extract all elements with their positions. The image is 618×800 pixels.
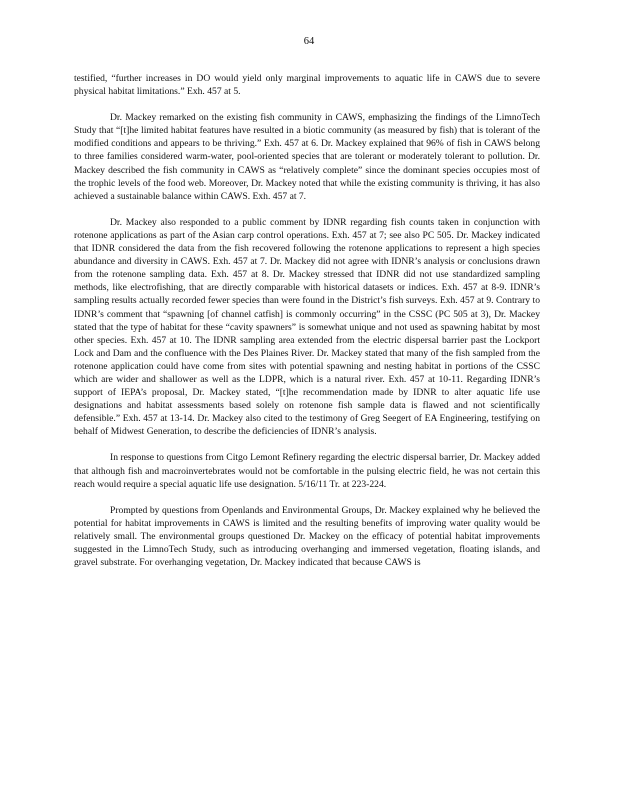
paragraph-5: Prompted by questions from Openlands and Environmental Groups, Dr. Mackey explained why he believed the potential for habitat improvements in CAWS is limited and the resulting benefits of improving water quality would be relatively small. The environmental groups questioned Dr. Mackey on the efficacy of potential habitat improvements suggested in the LimnoTech Study, such as introducing overhanging and immersed vegetation, floating islands, and gravel substrate. For overhanging vegetation, Dr. Mackey indicated that because CAWS is [74,504,540,569]
paragraph-1: testified, “further increases in DO would yield only marginal improvements to aquatic life in CAWS due to severe physical habitat limitations.” Exh. 457 at 5. [74,73,540,98]
paragraph-4: In response to questions from Citgo Lemont Refinery regarding the electric dispersal barrier, Dr. Mackey added that although fish and macroinvertebrates would not be comfortable in the pulsing electric field, he was not certain this reach would require a special aquatic life use designation. 5/16/11 Tr. at 223-224. [74,452,540,490]
page-number: 64 [303,36,315,47]
body-text [74,72,540,582]
paragraph-3: Dr. Mackey also responded to a public comment by IDNR regarding fish counts taken in conjunction with rotenone applications as part of the Asian carp control operations. Exh. 457 at 7; see also PC 505. Dr. Mackey indicated that IDNR considered the data from the fish recovered following the rotenone applications to represent a high species abundance and diversity in CAWS. Exh. 457 at 7. Dr. Mackey did not agree with IDNR’s analysis or conclusions drawn from the rotenone sampling data. Exh. 457 at 8. Dr. Mackey stressed that IDNR did not use standardized sampling methods, like electrofishing, that are directly comparable with historical datasets or indices. Exh. 457 at 8-9. IDNR’s sampling results actually recorded fewer species than were found in the District’s fish surveys. Exh. 457 at 9. Contrary to IDNR’s comment that “spawning [of channel catfish] is commonly occurring” in the CSSC (PC 505 at 3), Dr. Mackey stated that the type of habitat for these “cavity spawners” is somewhat unique and not used as spawning habitat by most other species. Exh. 457 at 10. The IDNR sampling area extended from the electric dispersal barrier past the Lockport Lock and Dam and the confluence with the Des Plaines River. Dr. Mackey stated that many of the fish sampled from the rotenone application could have come from sites with potential spawning and nesting habitat in portions of the CSSC which are wider and shallower as well as the LDPR, which is a natural river. Exh. 457 at 10-11. Regarding IDNR’s support of IEPA’s proposal, Dr. Mackey stated, “[t]he recommendation made by IDNR to alter aquatic life use designations and habitat assessments based solely on rotenone fish sample data is flawed and not scientifically defensible.” Exh. 457 at 13-14. Dr. Mackey also cited to the testimony of Greg Seegert of EA Engineering, testifying on behalf of Midwest Generation, to describe the deficiencies of IDNR’s analysis. [74,216,540,438]
paragraph-2: Dr. Mackey remarked on the existing fish community in CAWS, emphasizing the findings of the LimnoTech Study that “[t]he limited habitat features have resulted in a biotic community (as measured by fish) that is tolerant of the modified conditions and appears to be thriving.” Exh. 457 at 6. Dr. Mackey explained that 96% of fish in CAWS belong to three families considered warm-water, pool-oriented species that are tolerant or moderately tolerant to pollution. Dr. Mackey described the fish community in CAWS as “relatively complete” since the dominant species occupies most of the trophic levels of the food web. Moreover, Dr. Mackey noted that while the existing community is thriving, it has also achieved a sustainable balance within CAWS. Exh. 457 at 7. [74,112,540,202]
